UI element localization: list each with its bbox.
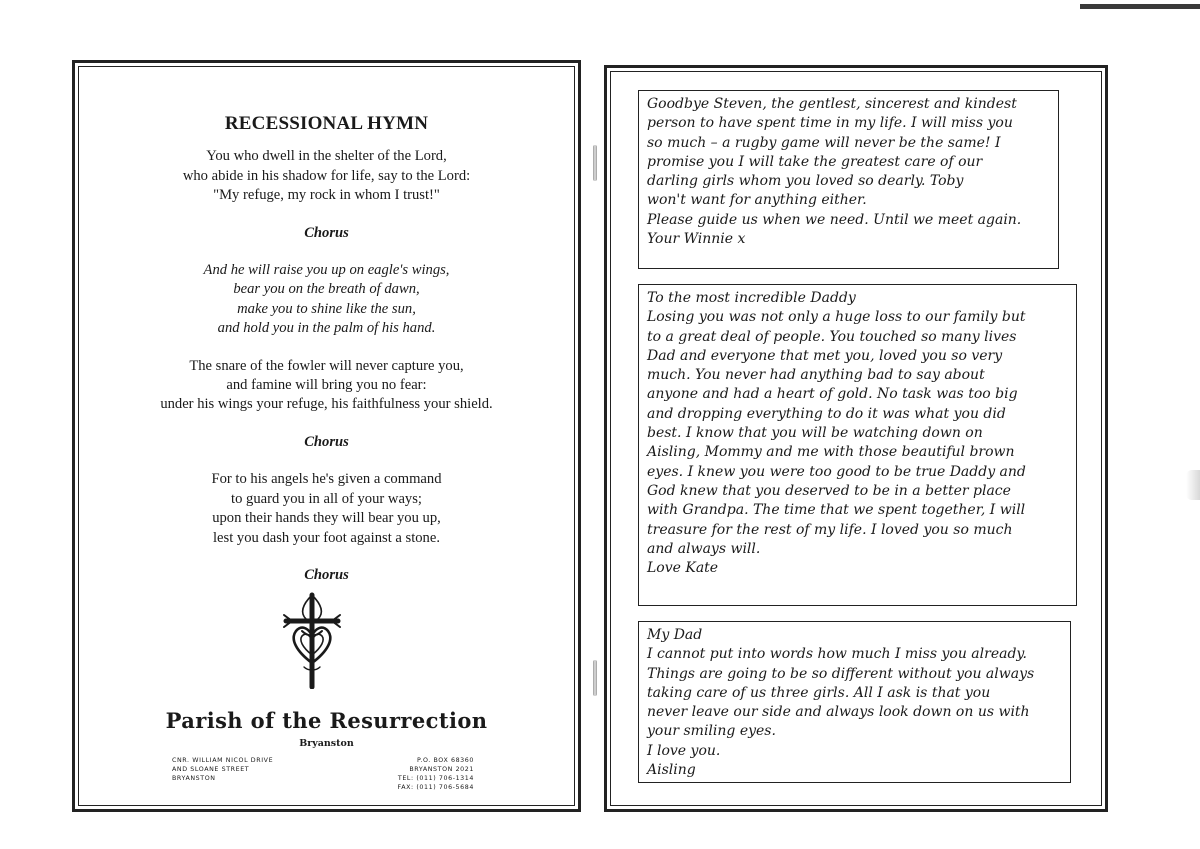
hymn-line: lest you dash your foot against a stone. — [213, 529, 440, 546]
hymn-line: And he will raise you up on eagle's wings, — [203, 262, 450, 279]
message-line: and dropping everything to do it was what you did — [647, 405, 1006, 422]
hymn-line: who abide in his shadow for life, say to the Lord: — [182, 167, 471, 184]
chorus-label: Chorus — [304, 566, 349, 583]
message-line: Aisling, Mommy and me with those beautiful brown — [647, 444, 1015, 461]
message-line: Aisling — [647, 762, 696, 779]
message-line: never leave our side and always look down on us with — [647, 704, 1030, 721]
address-line: BRYANSTON 2021 — [409, 766, 474, 773]
staple-top — [593, 145, 597, 181]
parish-street-address — [172, 756, 273, 783]
hymn-line: and hold you in the palm of his hand. — [217, 320, 436, 337]
hymn-line: For to his angels he's given a command — [211, 471, 442, 488]
recessional-hymn — [75, 114, 578, 603]
hymn-line: The snare of the fowler will never capture you, — [189, 357, 464, 374]
message-line: My Dad — [647, 627, 703, 643]
hymn-line: "My refuge, my rock in whom I trust!" — [213, 187, 440, 204]
message-line: Your Winnie x — [647, 231, 746, 248]
message-line: taking care of us three girls. All I ask is that you — [647, 684, 991, 701]
parish-name: Parish of the Resurrection — [165, 708, 488, 733]
message-line: Losing you was not only a huge loss to our family but — [647, 309, 1026, 326]
tribute-message-kate — [638, 284, 1077, 606]
chorus-label: Chorus — [304, 433, 349, 450]
tribute-message-winnie — [638, 90, 1059, 269]
hymn-line: and famine will bring you no fear: — [226, 377, 427, 394]
message-line: treasure for the rest of my life. I loved you so much — [647, 521, 1013, 538]
right-page — [604, 65, 1108, 812]
address-line: CNR. WILLIAM NICOL DRIVE — [172, 757, 274, 764]
hymn-stanza-2 — [75, 357, 578, 415]
parish-contact-details — [398, 756, 474, 792]
message-line: to a great deal of people. You touched so many lives — [647, 328, 1017, 345]
left-page — [72, 60, 581, 812]
tribute-message-aisling — [638, 621, 1071, 783]
hymn-title: RECESSIONAL HYMN — [224, 113, 429, 134]
address-line: TEL: (011) 706-1314 — [397, 775, 474, 782]
staple-bottom — [593, 660, 597, 696]
message-line: Dad and everyone that met you, loved you so very — [647, 347, 1003, 364]
hymn-stanza-3 — [75, 470, 578, 548]
message-line: with Grandpa. The time that we spent together, I will — [647, 502, 1026, 519]
message-line: darling girls whom you loved so dearly. Toby — [647, 173, 964, 190]
hymn-line: upon their hands they will bear you up, — [212, 510, 441, 527]
message-line: so much – a rugby game will never be the same! I — [647, 134, 1001, 151]
message-line: much. You never had anything bad to say about — [647, 367, 985, 384]
hymn-stanza-1 — [75, 147, 578, 205]
hymn-line: You who dwell in the shelter of the Lord, — [206, 148, 447, 165]
address-line: BRYANSTON — [172, 775, 216, 782]
message-line: and always will. — [647, 540, 761, 557]
message-line: To the most incredible Daddy — [647, 290, 856, 306]
message-line: Goodbye Steven, the gentlest, sincerest and kindest — [647, 96, 1017, 112]
chorus-label: Chorus — [304, 224, 349, 241]
address-line: P.O. BOX 68360 — [416, 757, 474, 764]
message-line: anyone and had a heart of gold. No task was too big — [647, 386, 1018, 403]
hymn-chorus — [75, 261, 578, 339]
scan-edge-mark — [1080, 4, 1200, 9]
message-line: Things are going to be so different without you always — [647, 665, 1035, 682]
message-line: your smiling eyes. — [647, 723, 776, 740]
message-line: promise you I will take the greatest care of our — [647, 153, 983, 170]
address-line: FAX: (011) 706-5684 — [397, 784, 474, 791]
message-line: I cannot put into words how much I miss you already. — [647, 646, 1027, 663]
scan-edge-shadow — [1186, 470, 1200, 500]
message-line: won't want for anything either. — [647, 192, 867, 209]
message-line: best. I know that you will be watching down on — [647, 425, 983, 442]
cross-with-heart-icon — [282, 591, 342, 689]
hymn-line: to guard you in all of your ways; — [231, 490, 422, 507]
parish-subtitle: Bryanston — [299, 738, 354, 749]
hymn-line: make you to shine like the sun, — [237, 300, 416, 317]
hymn-line: bear you on the breath of dawn, — [233, 281, 420, 298]
address-line: AND SLOANE STREET — [172, 766, 250, 773]
message-line: Love Kate — [647, 560, 719, 577]
message-line: Please guide us when we need. Until we meet again. — [647, 211, 1022, 228]
message-line: person to have spent time in my life. I will miss you — [647, 115, 1013, 132]
hymn-line: under his wings your refuge, his faithfulness your shield. — [160, 396, 493, 413]
message-line: God knew that you deserved to be in a better place — [647, 482, 1011, 499]
message-line: eyes. I knew you were too good to be true Daddy and — [647, 463, 1026, 480]
message-line: I love you. — [647, 742, 721, 759]
